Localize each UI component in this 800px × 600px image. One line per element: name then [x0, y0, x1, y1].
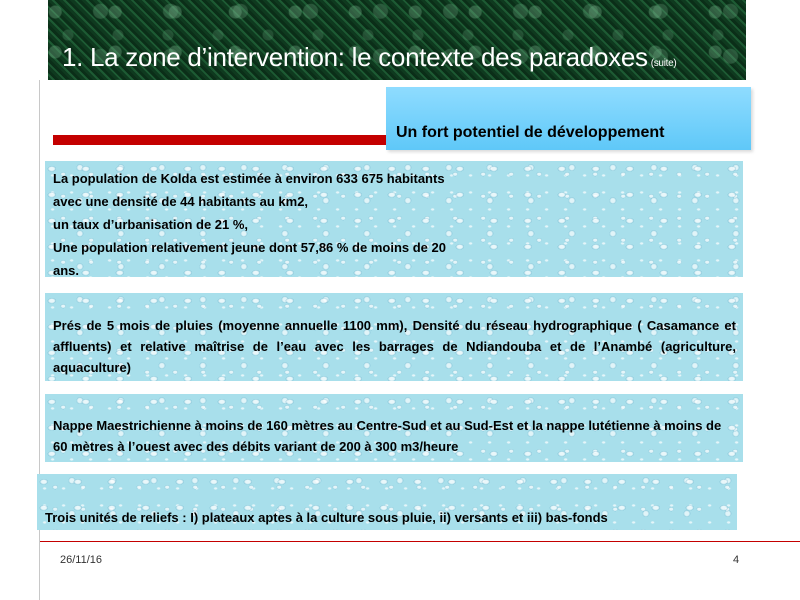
- relief-block: [37, 474, 737, 530]
- population-line: ans.: [53, 263, 80, 278]
- population-line: un taux d’urbanisation de 21 %,: [53, 217, 249, 232]
- slide-subtitle: Un fort potentiel de développement: [396, 124, 665, 141]
- page-number: 4: [733, 554, 740, 566]
- slide-title-suffix: (suite): [650, 58, 677, 69]
- relief-text: Trois unités de reliefs : I) plateaux aptes à la culture sous pluie, ii) versants et iii) bas-fonds: [45, 510, 608, 525]
- climate-block: [45, 293, 743, 381]
- population-line: La population de Kolda est estimée à environ 633 675 habitants: [53, 171, 445, 186]
- slide-title: [62, 42, 676, 73]
- title-banner: [48, 0, 746, 80]
- subtitle-box: [386, 87, 751, 150]
- accent-bar: [53, 135, 393, 145]
- population-line: avec une densité de 44 habitants au km2,: [53, 194, 309, 209]
- groundwater-block: [45, 394, 743, 462]
- climate-text: Prés de 5 mois de pluies (moyenne annuelle 1100 mm), Densité du réseau hydrographique ( Casamance et affluents) et relative maîtrise de l’eau avec les barrages de Ndiandouba et de l’Anambé (agriculture, aquaculture): [53, 318, 736, 375]
- footer-divider: [40, 541, 800, 542]
- population-block: [45, 161, 743, 277]
- population-line: Une population relativement jeune dont 57,86 % de moins de 20: [53, 240, 446, 255]
- slide-title-main: 1. La zone d’intervention: le contexte des paradoxes: [62, 42, 648, 72]
- groundwater-text: Nappe Maestrichienne à moins de 160 mètres au Centre-Sud et au Sud-Est et la nappe lutétienne à moins de 60 mètres à l’ouest avec des débits variant de 200 à 300 m3/heure: [53, 418, 722, 454]
- footer-date: 26/11/16: [60, 554, 103, 566]
